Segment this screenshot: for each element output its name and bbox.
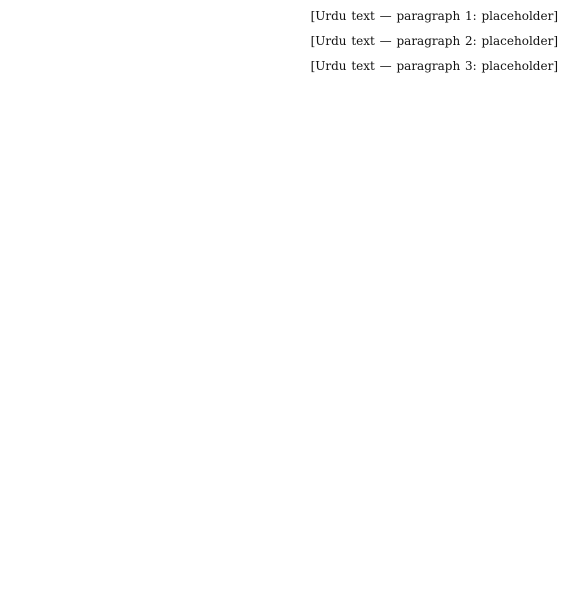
paragraph: [Urdu text — paragraph 3: placeholder] <box>310 59 558 73</box>
paragraph: [Urdu text — paragraph 2: placeholder] <box>310 34 558 48</box>
paragraph: [Urdu text — paragraph 1: placeholder] <box>310 9 558 23</box>
